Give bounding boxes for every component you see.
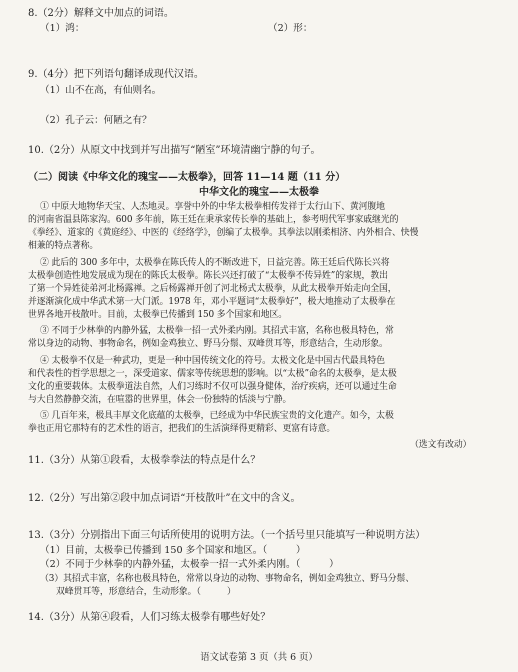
question-12-stem: 12.（2分）写出第②段中加点词语“开枝散叶”在文中的含义。	[28, 493, 301, 504]
article-p5-line-2: 拳也正用它那特有的艺术性的语言，把我们的生活演绎得更精彩、更富有诗意。	[28, 424, 336, 434]
article-p1-line-4: 相兼的特点著称。	[28, 241, 99, 251]
article-p3-line-1: ③ 不同于少林拳的内静外猛，太极拳一招一式外柔内刚。其招式丰富，名称也极具特色，常	[40, 326, 394, 336]
question-8-part-1: （1）鸿：	[40, 23, 85, 34]
article-title: 中华文化的瑰宝——太极拳	[199, 187, 319, 198]
section-2-header: （二）阅读《中华文化的瑰宝——太极拳》，回答 11—14 题（11 分）	[28, 172, 346, 183]
question-9-part-1: （1）山不在高，有仙则名。	[40, 85, 162, 96]
article-p1-line-2: 的河南省温县陈家沟。600 多年前，陈王廷在秉承家传长拳的基础上，参考明代军事家戚继光的	[28, 215, 399, 225]
question-9-stem: 9.（4分）把下列语句翻译成现代汉语。	[28, 69, 204, 80]
question-13-part-2: （2）不同于少林拳的内静外猛，太极拳一招一式外柔内刚。（ ）	[40, 559, 339, 570]
article-p4-line-4: 与大自然静静交流，在喧嚣的世界里，体会一份独特的恬淡与宁静。	[28, 395, 292, 405]
question-11-stem: 11.（3分）从第①段看，太极拳拳法的特点是什么？	[28, 455, 261, 466]
question-9-part-2: （2）孔子云：何陋之有？	[40, 115, 152, 126]
article-p2-line-3: 了第一个异姓徒弟河北杨露禅。之后杨露禅开创了河北杨式太极拳，从此太极拳开始走向全国，	[28, 284, 397, 294]
question-8-part-2: （2）形：	[268, 23, 313, 34]
article-p2-line-2: 太极拳创造性地发展成为现在的陈氏太极拳。陈长兴还打破了“太极拳不传异姓”的家规，教出	[28, 271, 388, 281]
article-p4-line-1: ④ 太极拳不仅是一种武功，更是一种中国传统文化的符号。太极文化是中国古代最具特色	[40, 356, 385, 366]
question-13-part-1: （1）目前，太极拳已传播到 150 多个国家和地区。（ ）	[40, 545, 306, 556]
article-p1-line-3: 《拳经》、道家的《黄庭经》、中医的《经络学》，创编了太极拳。其拳法以刚柔相济、内外相合、快慢	[28, 228, 419, 238]
article-p3-line-2: 常以身边的动物、事物命名，例如金鸡独立、野马分鬃、双峰贯耳等，形意结合，生动形象。	[28, 339, 388, 349]
page-footer: 语文试卷第 3 页（共 6 页）	[200, 652, 318, 663]
article-p2-line-5: 世界各地开枝散叶。目前，太极拳已传播到 150 多个国家和地区。	[28, 310, 288, 320]
question-13-part-3-line-2: 双峰贯耳等，形意结合，生动形象。（ ）	[56, 587, 236, 597]
question-13-part-3-line-1: （3）其招式丰富，名称也极具特色，常常以身边的动物、事物命名，例如金鸡独立、野马分鬃、	[40, 574, 415, 584]
question-14-stem: 14.（3分）从第④段看，人们习练太极拳有哪些好处？	[28, 612, 271, 623]
question-13-stem: 13.（3分）分别指出下面三句话所使用的说明方法。（一个括号里只能填写一种说明方法）	[28, 530, 426, 541]
article-p4-line-2: 和代表性的哲学思想之一，深受道家、儒家等传统思想的影响。以“太极”命名的太极拳，是太极	[28, 369, 397, 379]
article-p4-line-3: 文化的重要载体。太极拳道法自然，人们习练时不仅可以强身健体，治疗疾病，还可以通过生命	[28, 382, 397, 392]
article-p2-line-1: ② 此后的 300 多年中，太极拳在陈氏传人的不断改进下，日益完善。陈王廷后代陈长兴将	[40, 258, 390, 268]
article-p2-line-4: 并逐渐演化成中华武术第一大门派。1978 年，邓小平题词“太极拳好”，极大地推动了太极拳在	[28, 297, 396, 307]
article-p1-line-1: ① 中原大地物华天宝、人杰地灵。享誉中外的中华太极拳相传发祥于太行山下、黄河腹地	[40, 202, 385, 212]
article-p5-line-1: ⑤ 几百年来，极具丰厚文化底蕴的太极拳，已经成为中华民族宝贵的文化遗产。如今，太极	[40, 411, 394, 421]
question-8-stem: 8.（2分）解释文中加点的词语。	[28, 8, 174, 19]
question-10-stem: 10.（2分）从原文中找到并写出描写“陋室”环境清幽宁静的句子。	[28, 145, 321, 156]
article-source-note: （选文有改动）	[410, 440, 472, 450]
